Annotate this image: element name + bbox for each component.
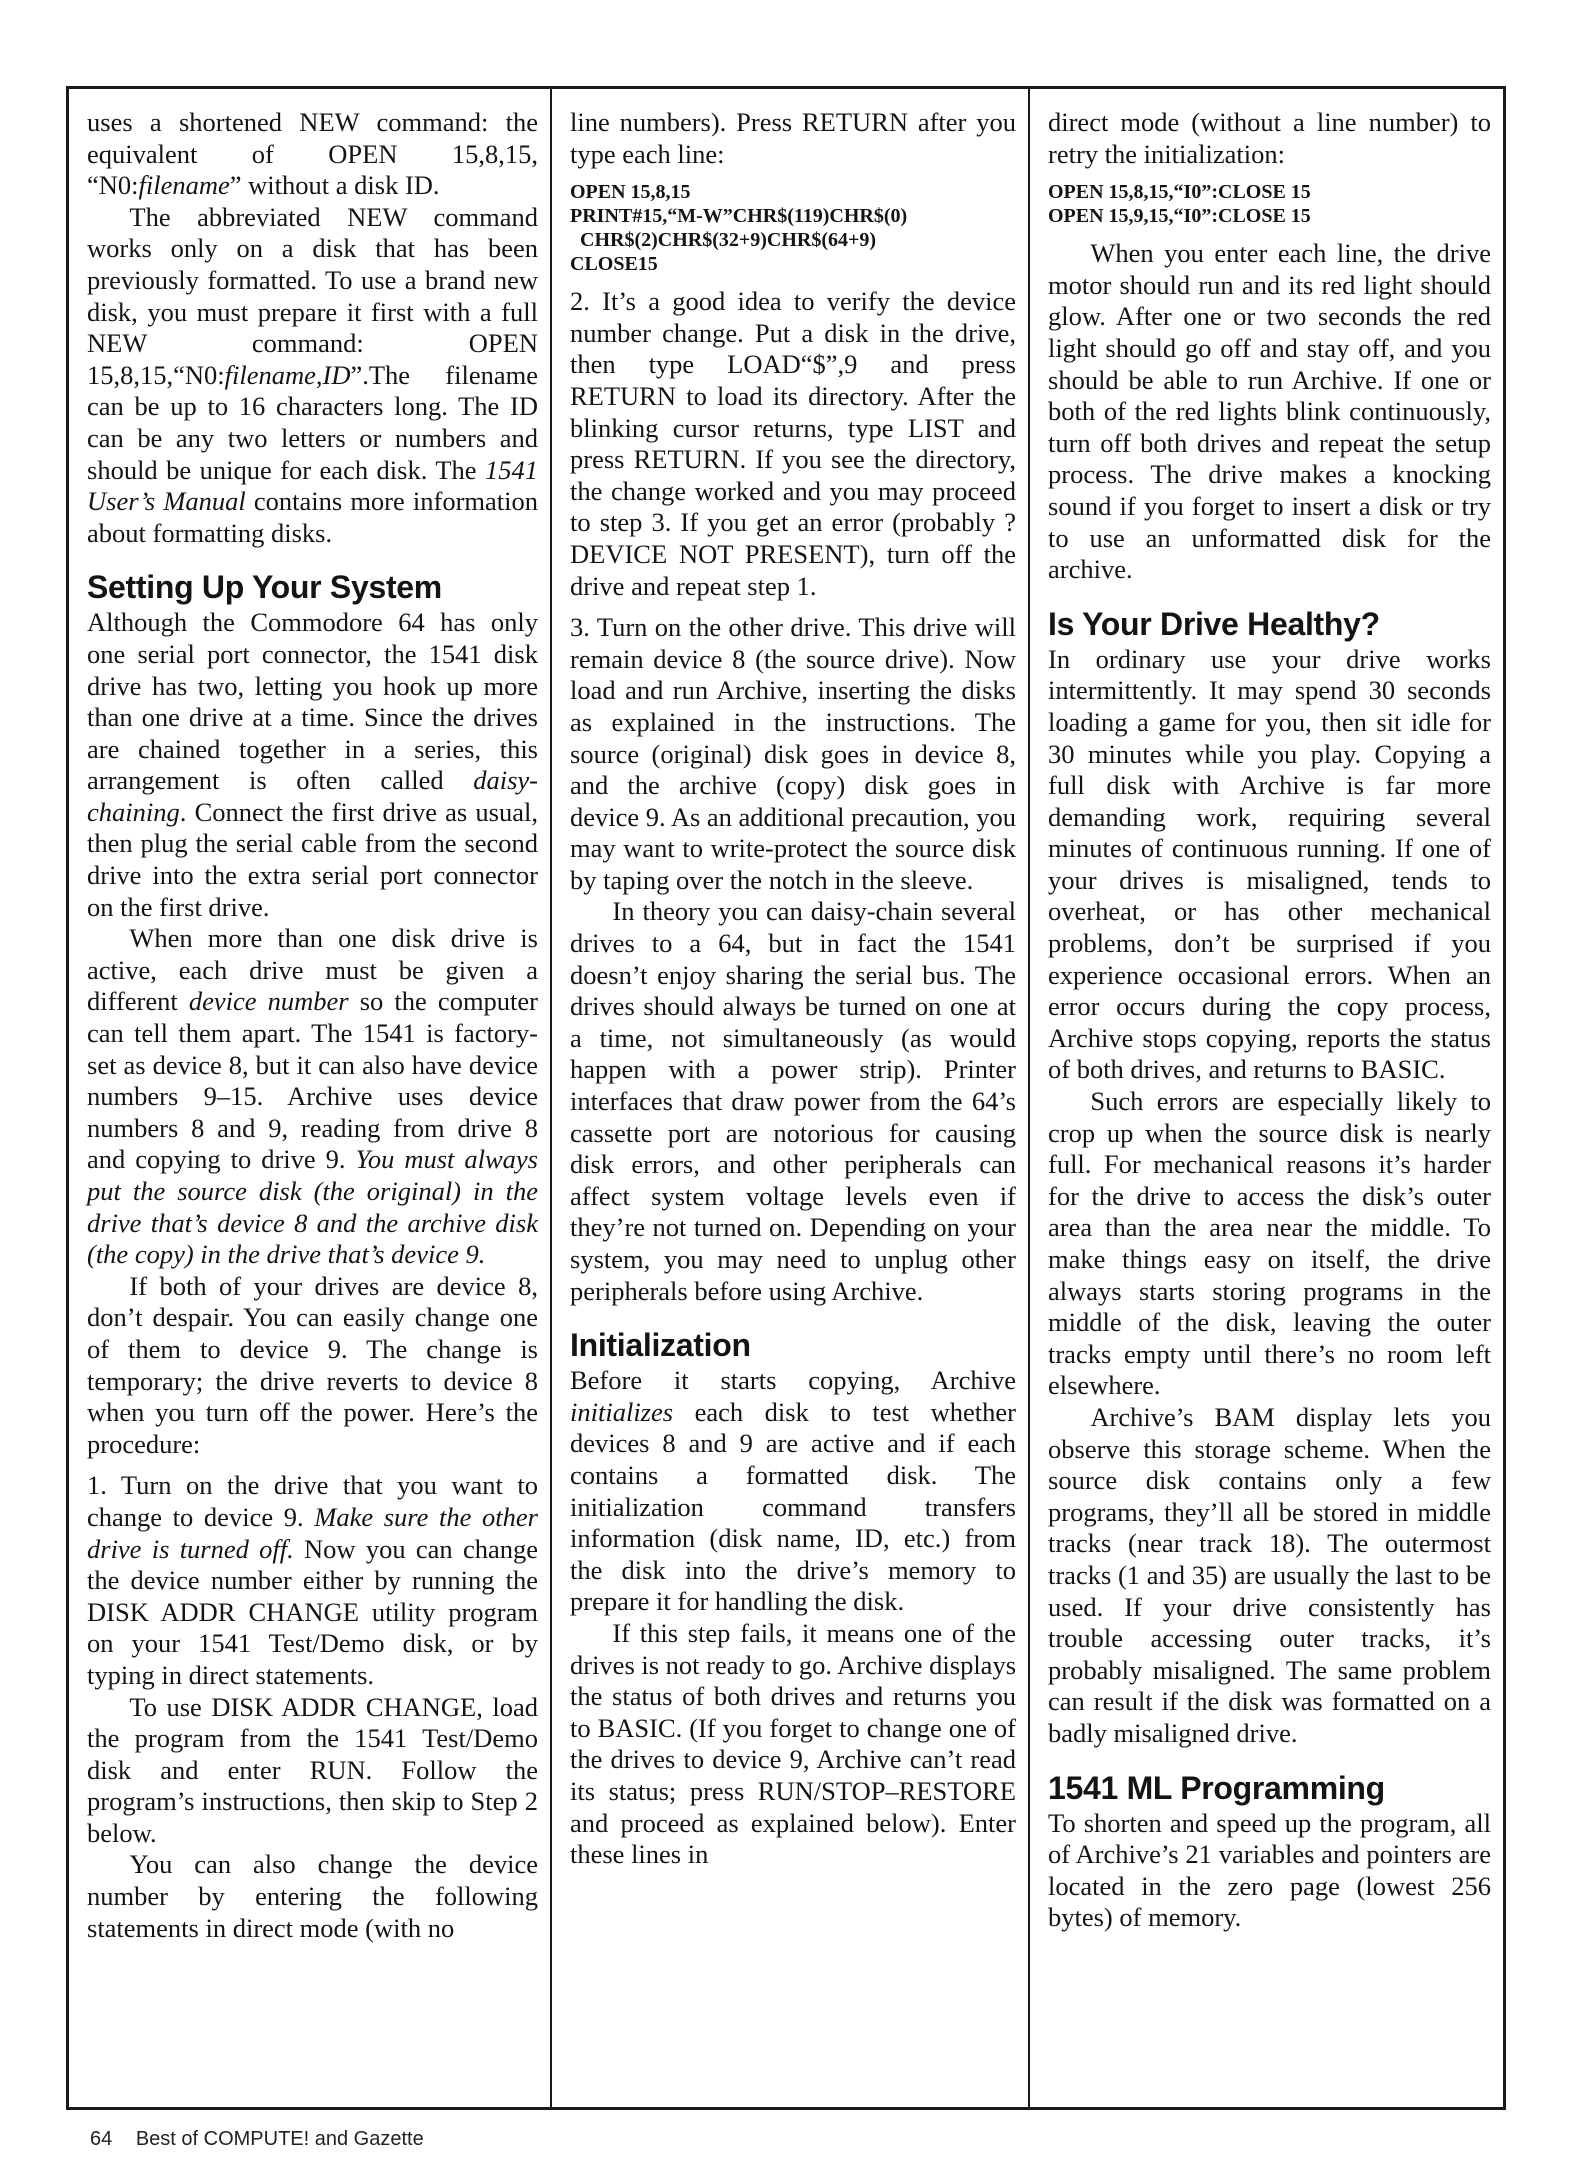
paragraph [87,1692,538,1850]
paragraph [1048,1086,1491,1402]
italic-text: filename,ID [224,359,351,390]
paragraph [570,107,1016,170]
page-footer [90,2128,424,2151]
italic-text: You must always put the source disk (the original) in the drive that’s device 8 and the archive disk (the copy) in the drive that’s device 9. [87,1144,538,1270]
text-run: The abbreviated NEW command works only on a disk that has been previously formatted. To use a brand new disk, you must prepare it first with a full NEW command: OPEN 15,8,15,“N0: [87,201,538,390]
code-listing [570,180,1016,276]
text-run: . Connect the first drive as usual, then plug the serial cable from the second drive into the extra serial port connector on the first drive. [87,796,538,922]
page-number: 64 [90,2128,113,2150]
section-heading: Setting Up Your System [87,569,442,606]
section-heading: Initialization [570,1327,751,1364]
paragraph [87,607,538,923]
text-run: In theory you can daisy-chain several drives to a 64, but in fact the 1541 doesn’t enjoy sharing the serial bus. The drives should always be turned on one at a time, not simultaneously (as would happen with a power strip). Printer interfaces that draw power from the 64’s cassette port are notorious for causing disk errors, and other peripherals can affect system voltage levels even if they’re not turned on. Depending on your system, you may need to unplug other peripherals before using Archive. [570,896,1016,1306]
italic-text: device number [188,986,349,1017]
section-heading: Is Your Drive Healthy? [1048,605,1380,642]
text-run: If both of your drives are device 8, don’t despair. You can easily change one of them to device 9. The change is temporary; the drive reverts to device 8 when you turn off the power. Here’s the procedure: [87,1270,538,1459]
text-run: When you enter each line, the drive motor should run and its red light should glow. After one or two seconds the red light should go off and stay off, and you should be able to run Archive. If one or both of the red lights blink continuously, turn off both drives and repeat the setup process. The drive makes a knocking sound if you forget to insert a disk or try to use an unformatted disk for the archive. [1048,238,1491,585]
column-1 [69,89,552,2107]
text-run: You can also change the device number by entering the following statements in direct mode (with no [87,1849,538,1943]
text-run: Such errors are especially likely to crop up when the source disk is nearly full. For mechanical reasons it’s harder for the drive to access the disk’s outer area than the area near the middle. To make things easy on itself, the drive always starts storing programs in the middle of the disk, leaving the outer tracks empty until there’s no room left elsewhere. [1048,1086,1491,1401]
italic-text: initializes [570,1396,674,1427]
paragraph [87,1849,538,1944]
text-run: each disk to test whether devices 8 and 9 are active and if each contains a formatted disk. The initialization command transfers information (disk name, ID, etc.) from the disk into the drive’s memory to prepare it for handling the disk. [570,1396,1016,1617]
text-run: In ordinary use your drive works intermittently. It may spend 30 seconds loading a game for you, then sit idle for 30 minutes while you play. Copying a full disk with Archive is far more demanding work, requiring several minutes of continuous running. If one of your drives is misaligned, tends to overheat, or has other mechanical problems, don’t be surprised if you experience occasional errors. When an error occurs during the copy process, Archive stops copying, reports the status of both drives, and returns to BASIC. [1048,643,1491,1085]
paragraph [570,1618,1016,1871]
paragraph [1048,238,1491,586]
text-run: To shorten and speed up the program, all of Archive’s 21 variables and pointers are located in the zero page (lowest 256 bytes) of memory. [1048,1807,1491,1933]
column-3 [1030,89,1503,2107]
text-run: so the computer can tell them apart. The 1541 is factory-set as device 8, but it can also have device numbers 9–15. Archive uses device numbers 8 and 9, reading from drive 8 and copying to drive 9. [87,986,539,1175]
text-run: line numbers). Press RETURN after you type each line: [570,107,1016,169]
text-run: Archive’s BAM display lets you observe this storage scheme. When the source disk contains only a few programs, they’ll all be stored in middle tracks (near track 18). The outermost tracks (1 and 35) are usually the last to be used. If your drive consistently has trouble accessing outer tracks, it’s probably misaligned. The same problem can result if the disk was formatted on a badly misaligned drive. [1048,1401,1491,1748]
paragraph [570,286,1016,602]
italic-text: Make sure the other drive is turned off. [87,1501,538,1564]
paragraph [87,923,538,1271]
text-run: 3. Turn on the other drive. This drive will remain device 8 (the source drive). Now load and run Archive, inserting the disks as explained in the instructions. The source (original) disk goes in device 8, and the archive (copy) disk goes in device 9. As an additional precaution, you may want to write-protect the source disk by taping over the notch in the sleeve. [570,612,1016,895]
paragraph [570,1365,1016,1618]
text-run: uses a shortened NEW command: the equivalent of OPEN 15,8,15, “N0: [87,107,538,201]
code-line: OPEN 15,8,15,“I0”:CLOSE 15 [1048,181,1311,204]
italic-text: filename [138,170,230,201]
code-line: PRINT#15,“M-W”CHR$(119)CHR$(0) [570,205,908,228]
paragraph [87,1470,538,1691]
text-run: 2. It’s a good idea to verify the device number change. Put a disk in the drive, then type LOAD“$”,9 and press RETURN to load its directory. After the blinking cursor returns, type LIST and press RETURN. If you see the directory, the change worked and you may proceed to step 3. If you get an error (probably ?DEVICE NOT PRESENT), turn off the drive and repeat step 1. [570,286,1016,601]
text-run: To use DISK ADDR CHANGE, load the program from the 1541 Test/Demo disk and enter RUN. Follow the program’s instructions, then skip to Step 2 below. [87,1691,538,1848]
paragraph [87,1271,538,1461]
text-run: Although the Commodore 64 has only one serial port connector, the 1541 disk drive has two, letting you hook up more than one drive at a time. Since the drives are chained together in a series, this arrangement is often called [87,607,538,796]
text-run: ” without a disk ID. [229,170,440,201]
article-frame [66,86,1506,2110]
italic-text: 1541 User’s Manual [87,454,538,517]
section-heading: 1541 ML Programming [1048,1769,1385,1806]
italic-text: daisy-chaining [87,765,538,827]
code-line: OPEN 15,9,15,“I0”:CLOSE 15 [1048,205,1311,228]
text-run: contains more information about formatting disks. [87,486,538,548]
paragraph [87,107,538,202]
text-run: If this step fails, it means one of the drives is not ready to go. Archive displays the status of both drives and returns you to BASIC. (If you forget to change one of the drives to device 9, Archive can’t read its status; press RUN/STOP–RESTORE and proceed as explained below). Enter these lines in [570,1617,1017,1870]
text-run: 1. Turn on the drive that you want to change to device 9. [87,1470,538,1532]
code-line: CHR$(2)CHR$(32+9)CHR$(64+9) [570,229,877,252]
paragraph [87,202,538,550]
code-line: OPEN 15,8,15 [570,181,691,204]
paragraph [1048,1402,1491,1750]
code-listing [1048,180,1491,228]
publication-title: Best of COMPUTE! and Gazette [135,2128,424,2150]
text-run: ”.The filename can be up to 16 characters long. The ID can be any two letters or numbers and should be unique for each disk. The [87,359,538,485]
text-run: When more than one disk drive is active, each drive must be given a different [87,923,538,1017]
code-line: CLOSE15 [570,253,658,276]
paragraph [570,896,1016,1307]
column-2 [552,89,1030,2107]
paragraph [570,612,1016,896]
text-run: Now you can change the device number either by running the DISK ADDR CHANGE utility program on your 1541 Test/Demo disk, or by typing in direct statements. [87,1533,538,1690]
paragraph [1048,644,1491,1086]
paragraph [1048,107,1491,170]
text-run: Before it starts copying, Archive [570,1365,1016,1396]
text-run: direct mode (without a line number) to retry the initialization: [1048,107,1491,169]
paragraph [1048,1808,1491,1934]
